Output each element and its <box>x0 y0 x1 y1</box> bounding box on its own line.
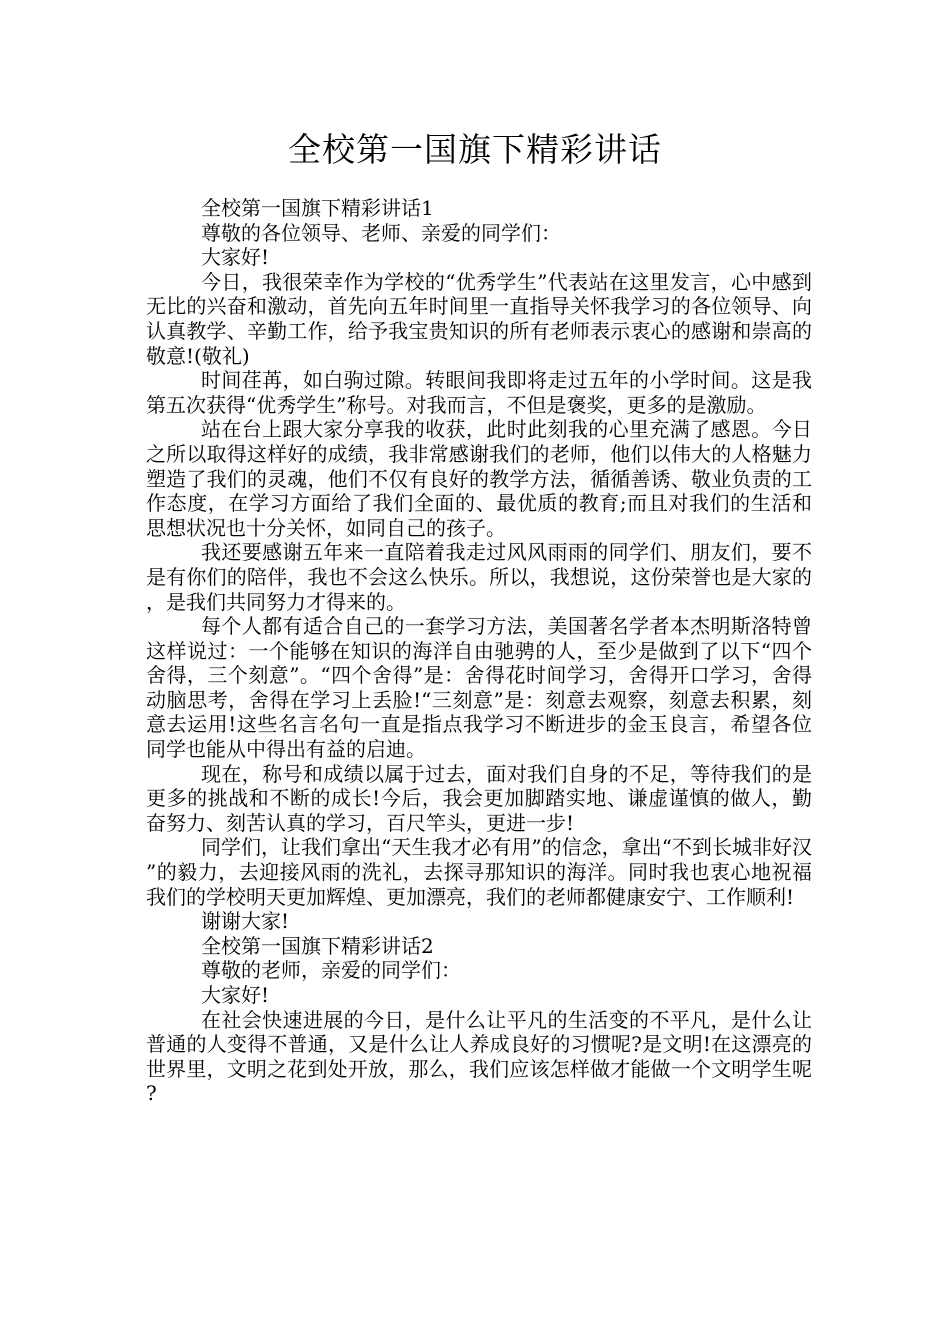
body-paragraph: 现在，称号和成绩以属于过去，面对我们自身的不足，等待我们的是更多的挑战和不断的成长!今后，我会更加脚踏实地、谦虚谨慎的做人，勤奋努力、刻苦认真的学习，百尺竿头，更进一步! <box>146 761 812 835</box>
body-paragraph: 我还要感谢五年来一直陪着我走过风风雨雨的同学们、朋友们，要不是有你们的陪伴，我也不会这么快乐。所以，我想说，这份荣誉也是大家的，是我们共同努力才得来的。 <box>146 540 812 614</box>
speech-2-salutation: 尊敬的老师，亲爱的同学们： <box>201 958 461 983</box>
speech-1-closing: 谢谢大家! <box>201 909 290 934</box>
document-body <box>146 196 812 1106</box>
body-paragraph: 时间荏苒，如白驹过隙。转眼间我即将走过五年的小学时间。这是我第五次获得“优秀学生”称号。对我而言，不但是褒奖，更多的是激励。 <box>146 368 812 417</box>
speech-2-greeting: 大家好! <box>201 983 270 1007</box>
body-paragraph: 在社会快速进展的今日，是什么让平凡的生活变的不平凡，是什么让普通的人变得不普通，又是什么让人养成良好的习惯呢?是文明!在这漂亮的世界里，文明之花到处开放，那么，我们应该怎样做才能做一个文明学生呢? <box>146 1007 812 1106</box>
speech-1-greeting: 大家好! <box>201 245 270 270</box>
document-title: 全校第一国旗下精彩讲话 <box>288 130 662 169</box>
body-paragraph: 今日，我很荣幸作为学校的“优秀学生”代表站在这里发言，心中感到无比的兴奋和激动，首先向五年时间里一直指导关怀我学习的各位领导、向认真教学、辛勤工作，给予我宝贵知识的所有老师表示衷心的感谢和崇高的敬意!(敬礼) <box>146 269 812 368</box>
speech-1-heading: 全校第一国旗下精彩讲话1 <box>201 196 434 220</box>
body-paragraph: 每个人都有适合自己的一套学习方法，美国著名学者本杰明斯洛特曾这样说过：一个能够在知识的海洋自由驰骋的人，至少是做到了以下“四个舍得，三个刻意”。“四个舍得”是：舍得花时间学习，舍得开口学习，舍得动脑思考，舍得在学习上丢脸!“三刻意”是：刻意去观察，刻意去积累，刻意去运用!这些名言名句一直是指点我学习不断进步的金玉良言，希望各位同学也能从中得出有益的启迪。 <box>146 614 812 762</box>
body-paragraph: 同学们，让我们拿出“天生我才必有用”的信念，拿出“不到长城非好汉”的毅力，去迎接风雨的洗礼，去探寻那知识的海洋。同时我也衷心地祝福我们的学校明天更加辉煌、更加漂亮，我们的老师都健康安宁、工作顺利! <box>146 835 812 909</box>
speech-2-heading: 全校第一国旗下精彩讲话2 <box>201 933 434 958</box>
speech-1-salutation: 尊敬的各位领导、老师、亲爱的同学们： <box>201 220 561 245</box>
body-paragraph: 站在台上跟大家分享我的收获，此时此刻我的心里充满了感恩。今日之所以取得这样好的成绩，我非常感谢我们的老师，他们以伟大的人格魅力塑造了我们的灵魂，他们不仅有良好的教学方法，循循善诱、敬业负责的工作态度，在学习方面给了我们全面的、最优质的教育;而且对我们的生活和思想状况也十分关怀，如同自己的孩子。 <box>146 417 812 540</box>
